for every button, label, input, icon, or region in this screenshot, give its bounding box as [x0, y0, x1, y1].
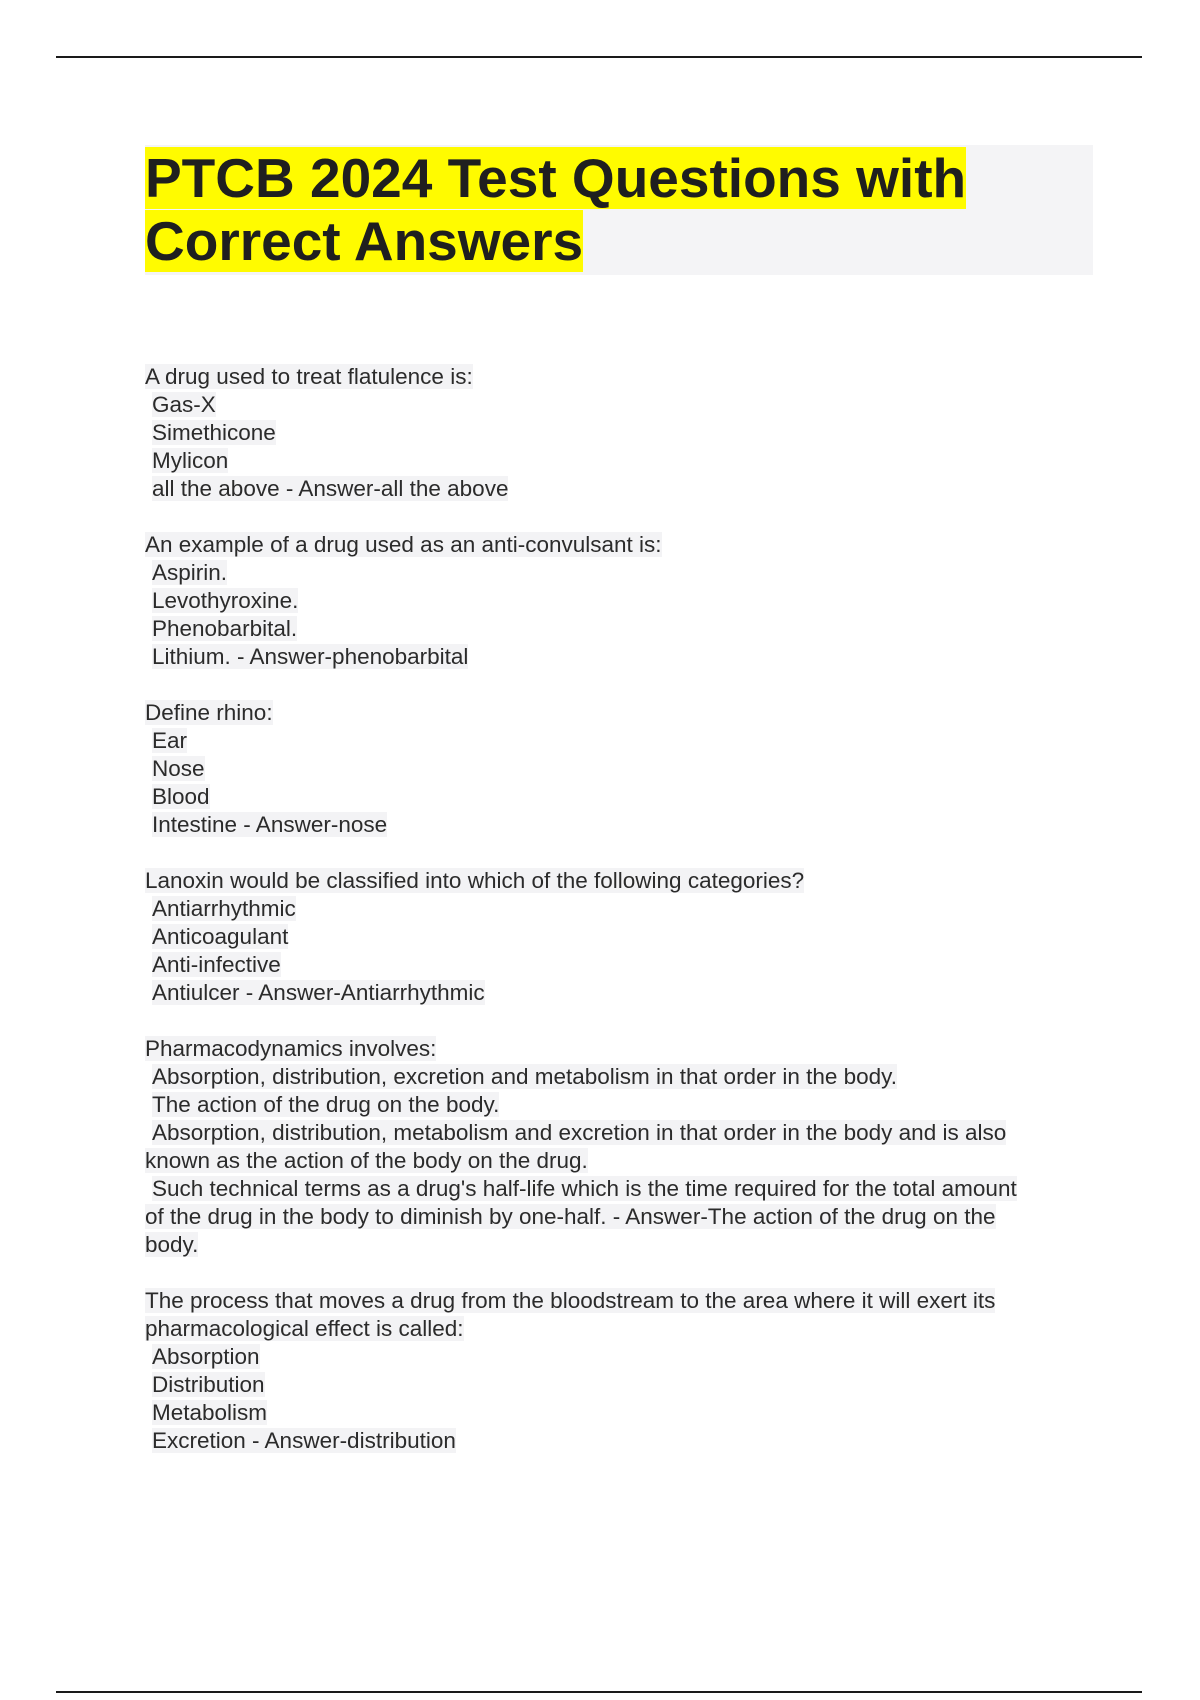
- questions-list: [145, 363, 1085, 1483]
- question-prompt: Define rhino:: [145, 700, 273, 725]
- question-prompt: The process that moves a drug from the bloodstream to the area where it will exert its: [145, 1288, 996, 1313]
- question-3: [145, 699, 1085, 839]
- question-4: [145, 867, 1085, 1007]
- answer-option: Anticoagulant: [152, 924, 289, 949]
- answer-option-with-answer: Intestine - Answer-nose: [152, 812, 388, 837]
- question-prompt: Pharmacodynamics involves:: [145, 1036, 437, 1061]
- answer-option: Mylicon: [152, 448, 229, 473]
- question-prompt: Lanoxin would be classified into which of the following categories?: [145, 868, 805, 893]
- question-prompt: A drug used to treat flatulence is:: [145, 364, 473, 389]
- answer-option: Blood: [152, 784, 210, 809]
- answer-option-with-answer: Excretion - Answer-distribution: [152, 1428, 456, 1453]
- answer-option: Levothyroxine.: [152, 588, 299, 613]
- answer-option: Such technical terms as a drug's half-life which is the time required for the total amount: [152, 1176, 1017, 1201]
- answer-option: Gas-X: [152, 392, 216, 417]
- page-title: PTCB 2024 Test Questions with Correct Answers: [145, 147, 967, 272]
- answer-option-with-answer: all the above - Answer-all the above: [152, 476, 509, 501]
- answer-option: Nose: [152, 756, 205, 781]
- answer-option: Absorption, distribution, excretion and metabolism in that order in the body.: [152, 1064, 897, 1089]
- question-5: [145, 1035, 1085, 1259]
- answer-option: Ear: [152, 728, 188, 753]
- question-prompt: An example of a drug used as an anti-convulsant is:: [145, 532, 662, 557]
- answer-option-continued: known as the action of the body on the drug.: [145, 1148, 588, 1173]
- answer-option: Absorption, distribution, metabolism and excretion in that order in the body and is also: [152, 1120, 1007, 1145]
- answer-option: Absorption: [152, 1344, 260, 1369]
- answer-option-continued: of the drug in the body to diminish by one-half. - Answer-The action of the drug on the: [145, 1204, 996, 1229]
- question-6: [145, 1287, 1085, 1455]
- answer-option: Aspirin.: [152, 560, 228, 585]
- answer-option: Anti-infective: [152, 952, 281, 977]
- title-block: [145, 145, 1093, 275]
- answer-option-with-answer: Lithium. - Answer-phenobarbital: [152, 644, 469, 669]
- answer-option: Distribution: [152, 1372, 265, 1397]
- answer-option-continued: body.: [145, 1232, 199, 1257]
- top-rule: [56, 56, 1142, 58]
- answer-option: The action of the drug on the body.: [152, 1092, 500, 1117]
- bottom-rule: [56, 1691, 1142, 1693]
- answer-option: Antiarrhythmic: [152, 896, 296, 921]
- question-prompt-continued: pharmacological effect is called:: [145, 1316, 464, 1341]
- answer-option-with-answer: Antiulcer - Answer-Antiarrhythmic: [152, 980, 485, 1005]
- question-2: [145, 531, 1085, 671]
- answer-option: Metabolism: [152, 1400, 268, 1425]
- question-1: [145, 363, 1085, 503]
- answer-option: Phenobarbital.: [152, 616, 298, 641]
- answer-option: Simethicone: [152, 420, 276, 445]
